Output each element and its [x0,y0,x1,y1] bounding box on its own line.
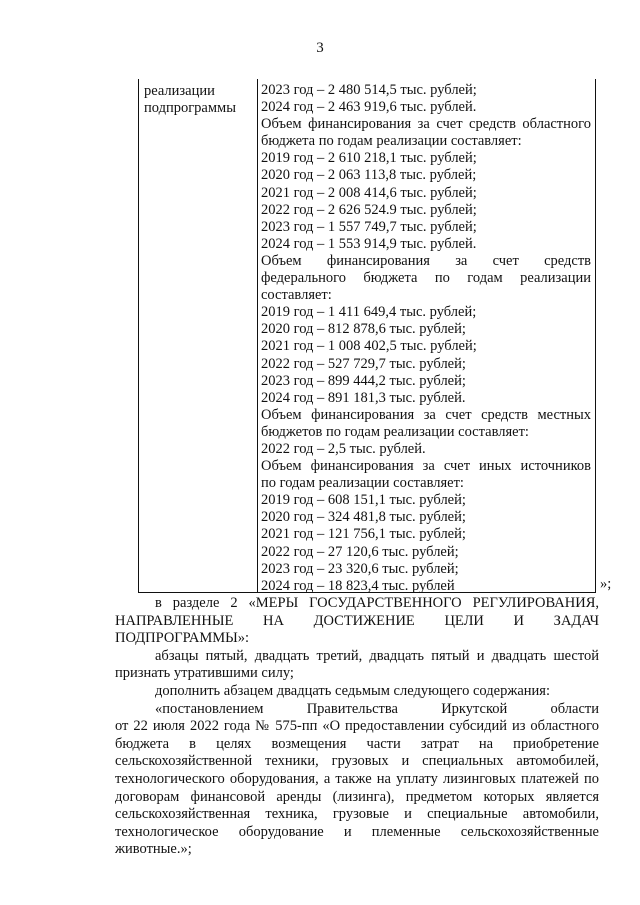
funding-line: 2020 год – 812 878,6 тыс. рублей; [261,321,466,338]
funding-heading: федерального бюджета по годам реализации [261,270,591,287]
decree-line: технологического оборудования, а также на уплату лизинговых платежей по [115,770,599,787]
passport-table [138,79,596,593]
funding-line: 2023 год – 1 557 749,7 тыс. рублей; [261,218,477,235]
funding-line: 2022 год – 2 626 524.9 тыс. рублей; [261,201,477,218]
funding-heading: Объем финансирования за счет средств [261,252,591,269]
left-cell-line: реализации [144,83,215,99]
funding-heading: бюджетов по годам реализации составляет: [261,423,529,440]
decree-line: бюджета в целях возмещения части затрат на приобретение [115,735,599,752]
funding-heading: составляет: [261,287,332,304]
funding-line: 2024 год – 18 823,4 тыс. рублей [261,577,455,594]
funding-heading: бюджета по годам реализации составляет: [261,133,522,150]
funding-line: 2021 год – 1 008 402,5 тыс. рублей; [261,338,477,355]
funding-line: 2021 год – 2 008 414,6 тыс. рублей; [261,184,477,201]
addition-paragraph: дополнить абзацем двадцать седьмым следующего содержания: [155,682,550,699]
funding-line: 2023 год – 23 320,6 тыс. рублей; [261,560,459,577]
funding-line: 2019 год – 1 411 649,4 тыс. рублей; [261,304,477,321]
section-amendment-line: в разделе 2 «МЕРЫ ГОСУДАРСТВЕННОГО РЕГУЛИРОВАНИЯ, [155,595,599,611]
funding-line: 2024 год – 2 463 919,6 тыс. рублей. [261,99,477,116]
decree-line: животные.»; [115,841,192,858]
funding-heading: по годам реализации составляет: [261,475,464,492]
page-number: 3 [316,40,324,56]
left-cell-line: подпрограммы [144,100,236,116]
decree-line: «постановлением Правительства Иркутской области [155,700,599,717]
section-amendment-line: ПОДПРОГРАММЫ»: [115,630,250,647]
decree-line: от 22 июля 2022 года № 575-пп «О предоставлении субсидий из областного [115,718,599,735]
closing-quote: »; [600,576,612,592]
funding-line: 2024 год – 1 553 914,9 тыс. рублей. [261,235,477,252]
table-left-cell [144,83,254,117]
funding-line: 2019 год – 608 151,1 тыс. рублей; [261,492,466,509]
funding-line: 2024 год – 891 181,3 тыс. рублей. [261,389,466,406]
funding-line: 2020 год – 324 481,8 тыс. рублей; [261,509,466,526]
funding-line: 2021 год – 121 756,1 тыс. рублей; [261,526,466,543]
section-amendment-line: НАПРАВЛЕННЫЕ НА ДОСТИЖЕНИЕ ЦЕЛИ И ЗАДАЧ [115,612,599,629]
funding-line: 2020 год – 2 063 113,8 тыс. рублей; [261,167,477,184]
table-column-divider [257,79,258,592]
decree-line: сельскохозяйственная техника, грузовые и специальные автомобили, [115,806,599,823]
funding-line: 2022 год – 27 120,6 тыс. рублей; [261,543,459,560]
repeal-paragraph-line: абзацы пятый, двадцать третий, двадцать пятый и двадцать шестой [155,647,599,664]
funding-heading: Объем финансирования за счет средств областного [261,116,591,133]
repeal-paragraph-line: признать утратившими силу; [115,665,294,682]
document-body [115,595,599,859]
funding-line: 2019 год – 2 610 218,1 тыс. рублей; [261,150,477,167]
funding-line: 2022 год – 2,5 тыс. рублей. [261,440,426,457]
decree-line: сельскохозяйственной техники, грузовых и специальных автомобилей, [115,753,599,770]
funding-heading: Объем финансирования за счет средств местных [261,406,591,423]
funding-line: 2023 год – 2 480 514,5 тыс. рублей; [261,82,477,98]
table-right-cell [261,82,591,595]
decree-line: технологическое оборудование и племенные сельскохозяйственные [115,823,599,840]
funding-heading: Объем финансирования за счет иных источников [261,458,591,475]
decree-line: договорам финансовой аренды (лизинга), предметом которых является [115,788,599,805]
funding-line: 2022 год – 527 729,7 тыс. рублей; [261,355,466,372]
funding-line: 2023 год – 899 444,2 тыс. рублей; [261,372,466,389]
